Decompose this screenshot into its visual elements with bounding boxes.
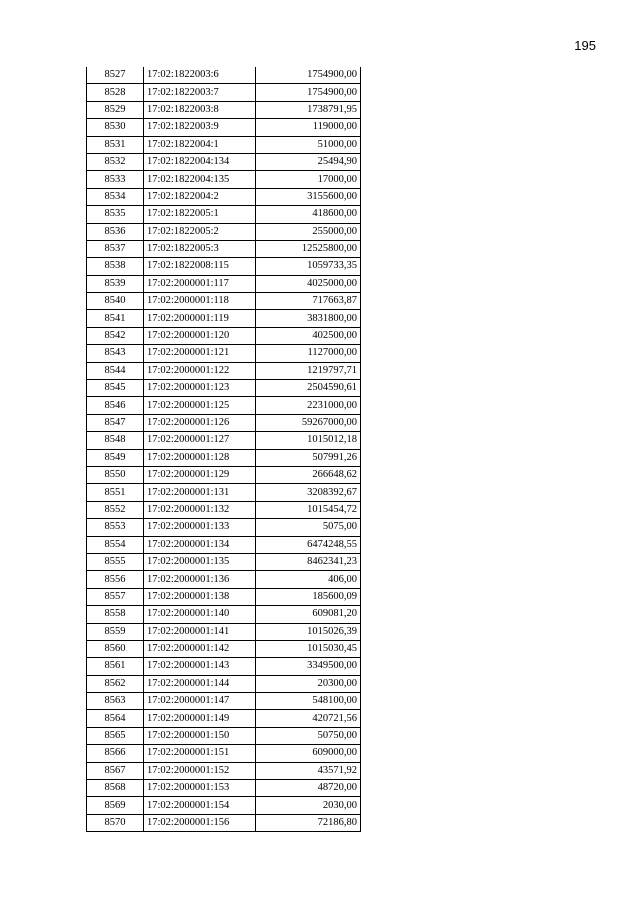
cadastral-number-cell: 17:02:2000001:135 [144, 553, 256, 570]
cadastral-value-cell: 609081,20 [256, 606, 361, 623]
table-row [87, 136, 361, 153]
cadastral-value-table [86, 67, 361, 832]
row-number-cell: 8539 [87, 275, 144, 292]
cadastral-number-cell: 17:02:1822004:135 [144, 171, 256, 188]
table-row [87, 745, 361, 762]
table-row [87, 658, 361, 675]
cadastral-number-cell: 17:02:2000001:150 [144, 727, 256, 744]
row-number-cell: 8565 [87, 727, 144, 744]
table-row [87, 588, 361, 605]
cadastral-number-cell: 17:02:2000001:121 [144, 345, 256, 362]
table-row [87, 675, 361, 692]
row-number-cell: 8533 [87, 171, 144, 188]
cadastral-value-cell: 8462341,23 [256, 553, 361, 570]
row-number-cell: 8538 [87, 258, 144, 275]
row-number-cell: 8552 [87, 501, 144, 518]
cadastral-number-cell: 17:02:2000001:144 [144, 675, 256, 692]
cadastral-number-cell: 17:02:2000001:156 [144, 814, 256, 831]
cadastral-value-cell: 2231000,00 [256, 397, 361, 414]
table-row [87, 275, 361, 292]
cadastral-number-cell: 17:02:1822005:2 [144, 223, 256, 240]
cadastral-number-cell: 17:02:2000001:151 [144, 745, 256, 762]
table-row [87, 710, 361, 727]
cadastral-number-cell: 17:02:2000001:140 [144, 606, 256, 623]
cadastral-number-cell: 17:02:1822004:2 [144, 188, 256, 205]
cadastral-value-cell: 5075,00 [256, 519, 361, 536]
table-row [87, 519, 361, 536]
row-number-cell: 8558 [87, 606, 144, 623]
cadastral-number-cell: 17:02:2000001:147 [144, 693, 256, 710]
table-row [87, 571, 361, 588]
row-number-cell: 8546 [87, 397, 144, 414]
cadastral-value-cell: 406,00 [256, 571, 361, 588]
row-number-cell: 8556 [87, 571, 144, 588]
cadastral-value-cell: 3208392,67 [256, 484, 361, 501]
cadastral-number-cell: 17:02:2000001:133 [144, 519, 256, 536]
row-number-cell: 8561 [87, 658, 144, 675]
cadastral-number-cell: 17:02:1822005:1 [144, 206, 256, 223]
row-number-cell: 8544 [87, 362, 144, 379]
row-number-cell: 8547 [87, 414, 144, 431]
cadastral-number-cell: 17:02:2000001:128 [144, 449, 256, 466]
cadastral-value-cell: 418600,00 [256, 206, 361, 223]
cadastral-value-cell: 1059733,35 [256, 258, 361, 275]
row-number-cell: 8566 [87, 745, 144, 762]
cadastral-number-cell: 17:02:1822004:1 [144, 136, 256, 153]
row-number-cell: 8534 [87, 188, 144, 205]
row-number-cell: 8537 [87, 240, 144, 257]
row-number-cell: 8548 [87, 432, 144, 449]
cadastral-number-cell: 17:02:2000001:154 [144, 797, 256, 814]
table-row [87, 293, 361, 310]
table-row [87, 206, 361, 223]
row-number-cell: 8530 [87, 119, 144, 136]
cadastral-number-cell: 17:02:2000001:141 [144, 623, 256, 640]
cadastral-value-cell: 25494,90 [256, 153, 361, 170]
table-row [87, 310, 361, 327]
row-number-cell: 8562 [87, 675, 144, 692]
row-number-cell: 8543 [87, 345, 144, 362]
cadastral-number-cell: 17:02:2000001:142 [144, 640, 256, 657]
table-row [87, 466, 361, 483]
cadastral-number-cell: 17:02:2000001:127 [144, 432, 256, 449]
table-row [87, 693, 361, 710]
row-number-cell: 8540 [87, 293, 144, 310]
row-number-cell: 8563 [87, 693, 144, 710]
cadastral-value-cell: 1754900,00 [256, 84, 361, 101]
cadastral-number-cell: 17:02:1822003:8 [144, 101, 256, 118]
table-row [87, 553, 361, 570]
cadastral-number-cell: 17:02:2000001:118 [144, 293, 256, 310]
cadastral-number-cell: 17:02:2000001:143 [144, 658, 256, 675]
row-number-cell: 8527 [87, 67, 144, 84]
cadastral-value-cell: 50750,00 [256, 727, 361, 744]
cadastral-value-cell: 1015012,18 [256, 432, 361, 449]
cadastral-number-cell: 17:02:2000001:138 [144, 588, 256, 605]
cadastral-number-cell: 17:02:1822003:6 [144, 67, 256, 84]
cadastral-value-cell: 3155600,00 [256, 188, 361, 205]
table-row [87, 67, 361, 84]
cadastral-value-cell: 548100,00 [256, 693, 361, 710]
cadastral-number-cell: 17:02:2000001:129 [144, 466, 256, 483]
table-row [87, 484, 361, 501]
cadastral-value-cell: 72186,80 [256, 814, 361, 831]
cadastral-value-cell: 17000,00 [256, 171, 361, 188]
cadastral-value-cell: 1754900,00 [256, 67, 361, 84]
cadastral-value-cell: 1127000,00 [256, 345, 361, 362]
row-number-cell: 8554 [87, 536, 144, 553]
cadastral-number-cell: 17:02:2000001:123 [144, 380, 256, 397]
row-number-cell: 8545 [87, 380, 144, 397]
row-number-cell: 8528 [87, 84, 144, 101]
cadastral-value-cell: 6474248,55 [256, 536, 361, 553]
cadastral-value-cell: 2504590,61 [256, 380, 361, 397]
cadastral-number-cell: 17:02:2000001:136 [144, 571, 256, 588]
cadastral-number-cell: 17:02:1822008:115 [144, 258, 256, 275]
cadastral-number-cell: 17:02:2000001:152 [144, 762, 256, 779]
cadastral-number-cell: 17:02:1822005:3 [144, 240, 256, 257]
cadastral-number-cell: 17:02:2000001:125 [144, 397, 256, 414]
page-number: 195 [574, 38, 596, 53]
table-row [87, 414, 361, 431]
table-row [87, 727, 361, 744]
cadastral-value-cell: 51000,00 [256, 136, 361, 153]
row-number-cell: 8553 [87, 519, 144, 536]
cadastral-value-cell: 12525800,00 [256, 240, 361, 257]
table-row [87, 762, 361, 779]
cadastral-value-cell: 2030,00 [256, 797, 361, 814]
table-row [87, 397, 361, 414]
cadastral-value-cell: 59267000,00 [256, 414, 361, 431]
table-row [87, 258, 361, 275]
table-row [87, 84, 361, 101]
row-number-cell: 8536 [87, 223, 144, 240]
row-number-cell: 8559 [87, 623, 144, 640]
cadastral-number-cell: 17:02:2000001:120 [144, 327, 256, 344]
row-number-cell: 8535 [87, 206, 144, 223]
row-number-cell: 8568 [87, 780, 144, 797]
cadastral-value-cell: 420721,56 [256, 710, 361, 727]
table-row [87, 223, 361, 240]
cadastral-value-cell: 1738791,95 [256, 101, 361, 118]
cadastral-value-cell: 1015026,39 [256, 623, 361, 640]
table-row [87, 606, 361, 623]
cadastral-value-cell: 3831800,00 [256, 310, 361, 327]
row-number-cell: 8542 [87, 327, 144, 344]
cadastral-number-cell: 17:02:1822003:7 [144, 84, 256, 101]
table-row [87, 623, 361, 640]
cadastral-number-cell: 17:02:2000001:153 [144, 780, 256, 797]
table-row [87, 797, 361, 814]
cadastral-number-cell: 17:02:1822003:9 [144, 119, 256, 136]
cadastral-value-cell: 119000,00 [256, 119, 361, 136]
row-number-cell: 8560 [87, 640, 144, 657]
cadastral-number-cell: 17:02:2000001:122 [144, 362, 256, 379]
cadastral-number-cell: 17:02:2000001:134 [144, 536, 256, 553]
cadastral-number-cell: 17:02:2000001:149 [144, 710, 256, 727]
row-number-cell: 8557 [87, 588, 144, 605]
table-row [87, 171, 361, 188]
table-row [87, 814, 361, 831]
row-number-cell: 8529 [87, 101, 144, 118]
cadastral-number-cell: 17:02:2000001:117 [144, 275, 256, 292]
cadastral-number-cell: 17:02:2000001:126 [144, 414, 256, 431]
table-row [87, 501, 361, 518]
table-row [87, 449, 361, 466]
table-row [87, 362, 361, 379]
cadastral-value-cell: 48720,00 [256, 780, 361, 797]
table-row [87, 327, 361, 344]
cadastral-value-cell: 609000,00 [256, 745, 361, 762]
row-number-cell: 8555 [87, 553, 144, 570]
row-number-cell: 8541 [87, 310, 144, 327]
table-row [87, 119, 361, 136]
table-row [87, 780, 361, 797]
row-number-cell: 8551 [87, 484, 144, 501]
row-number-cell: 8570 [87, 814, 144, 831]
row-number-cell: 8532 [87, 153, 144, 170]
cadastral-value-cell: 3349500,00 [256, 658, 361, 675]
cadastral-value-cell: 4025000,00 [256, 275, 361, 292]
table-row [87, 536, 361, 553]
row-number-cell: 8531 [87, 136, 144, 153]
cadastral-value-cell: 20300,00 [256, 675, 361, 692]
row-number-cell: 8549 [87, 449, 144, 466]
row-number-cell: 8569 [87, 797, 144, 814]
cadastral-value-cell: 507991,26 [256, 449, 361, 466]
cadastral-value-cell: 266648,62 [256, 466, 361, 483]
cadastral-value-cell: 402500,00 [256, 327, 361, 344]
cadastral-number-cell: 17:02:2000001:131 [144, 484, 256, 501]
cadastral-number-cell: 17:02:1822004:134 [144, 153, 256, 170]
cadastral-value-cell: 1015030,45 [256, 640, 361, 657]
cadastral-number-cell: 17:02:2000001:119 [144, 310, 256, 327]
table-row [87, 432, 361, 449]
row-number-cell: 8564 [87, 710, 144, 727]
row-number-cell: 8550 [87, 466, 144, 483]
cadastral-number-cell: 17:02:2000001:132 [144, 501, 256, 518]
cadastral-value-cell: 1219797,71 [256, 362, 361, 379]
cadastral-value-cell: 1015454,72 [256, 501, 361, 518]
cadastral-value-cell: 43571,92 [256, 762, 361, 779]
table-row [87, 640, 361, 657]
table-row [87, 101, 361, 118]
table-row [87, 380, 361, 397]
cadastral-value-cell: 717663,87 [256, 293, 361, 310]
table-row [87, 240, 361, 257]
row-number-cell: 8567 [87, 762, 144, 779]
table-body [87, 67, 361, 832]
table-row [87, 188, 361, 205]
cadastral-value-cell: 185600,09 [256, 588, 361, 605]
table-row [87, 345, 361, 362]
table-row [87, 153, 361, 170]
cadastral-value-cell: 255000,00 [256, 223, 361, 240]
